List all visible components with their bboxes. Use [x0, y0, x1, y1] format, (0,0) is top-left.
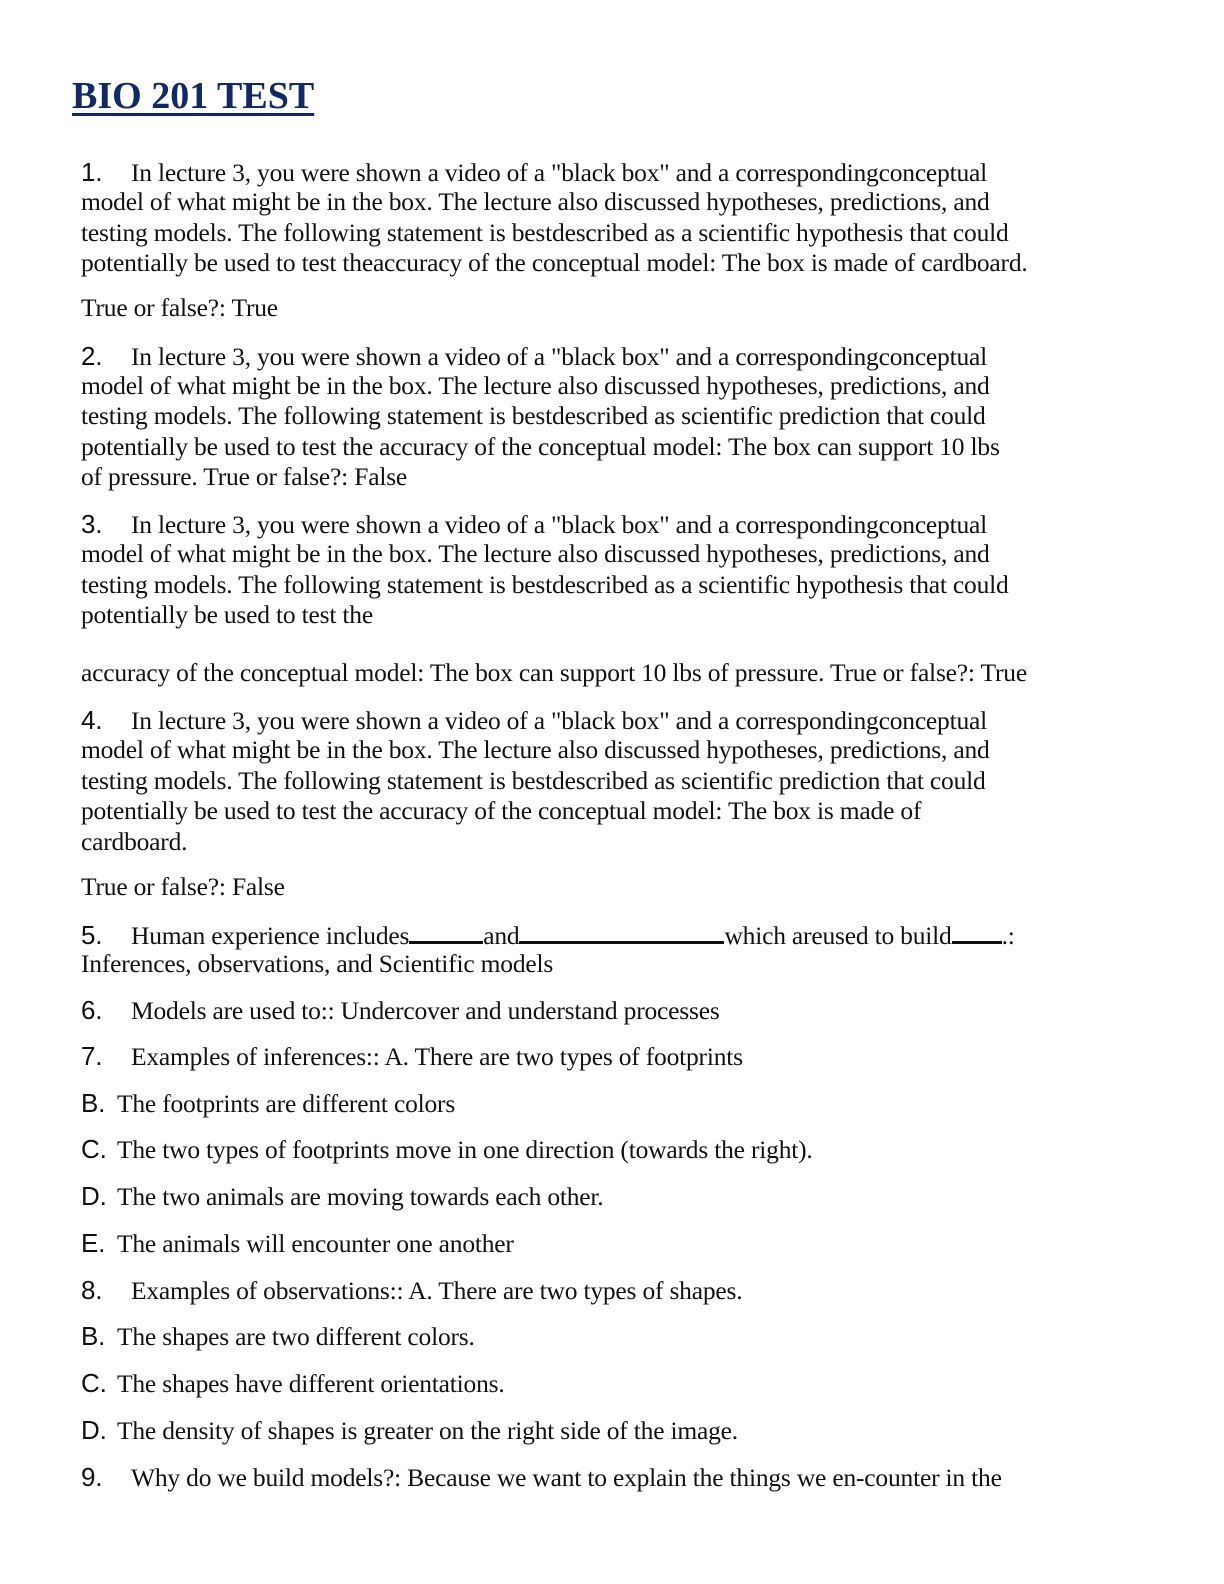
item-letter: D.	[81, 1415, 107, 1445]
question-number: 8.	[81, 1275, 103, 1305]
question-text: In lecture 3, you were shown a video of a "black box" and a correspondingconceptual	[131, 158, 988, 187]
question-text: In lecture 3, you were shown a video of a "black box" and a correspondingconceptual	[131, 706, 988, 735]
question-6	[81, 995, 720, 1026]
question-text: and	[483, 921, 520, 950]
question-text: testing models. The following statement is bestdescribed as scientific prediction that could	[81, 401, 986, 430]
question-text: testing models. The following statement is bestdescribed as a scientific hypothesis that could	[81, 570, 1009, 599]
list-item	[81, 1415, 738, 1446]
answer-text: accuracy of the conceptual model: The box can support 10 lbs of pressure. True or false?: True	[81, 658, 1027, 687]
fill-blank	[952, 919, 1002, 944]
question-text: potentially be used to test the	[81, 600, 373, 629]
question-text: Examples of inferences:: A. There are two types of footprints	[131, 1042, 743, 1071]
question-text: which areused to build	[724, 921, 952, 950]
question-number: 6.	[81, 995, 103, 1025]
item-text: The two animals are moving towards each other.	[117, 1182, 604, 1211]
question-text: In lecture 3, you were shown a video of a "black box" and a correspondingconceptual	[131, 342, 988, 371]
item-letter: E.	[81, 1228, 106, 1258]
item-letter: B.	[81, 1321, 106, 1351]
item-text: The two types of footprints move in one direction (towards the right).	[117, 1135, 813, 1164]
question-text: model of what might be in the box. The lecture also discussed hypotheses, predictions, and	[81, 735, 990, 764]
question-text: potentially be used to test the accuracy of the conceptual model: The box can support 10 lbs	[81, 432, 1000, 461]
question-number: 9.	[81, 1462, 103, 1492]
answer-text: True or false?: True	[81, 293, 278, 322]
question-text: Examples of observations:: A. There are two types of shapes.	[131, 1276, 743, 1305]
item-text: The animals will encounter one another	[117, 1229, 514, 1258]
answer-text: Inferences, observations, and Scientific models	[81, 949, 554, 978]
question-text: Models are used to:: Undercover and understand processes	[131, 996, 720, 1025]
question-text: testing models. The following statement is bestdescribed as scientific prediction that could	[81, 766, 986, 795]
item-text: The footprints are different colors	[117, 1089, 456, 1118]
list-item	[81, 1181, 603, 1212]
question-text: .:	[1001, 921, 1015, 950]
list-item	[81, 1321, 475, 1352]
question-text: potentially be used to test theaccuracy of the conceptual model: The box is made of cardboard.	[81, 248, 1028, 277]
item-letter: C.	[81, 1368, 107, 1398]
question-text: Why do we build models?: Because we want to explain the things we en-counter in the	[131, 1463, 1002, 1492]
question-number: 1.	[81, 157, 103, 187]
question-text: model of what might be in the box. The lecture also discussed hypotheses, predictions, and	[81, 539, 990, 568]
question-number: 7.	[81, 1041, 103, 1071]
question-number: 5.	[81, 920, 103, 950]
question-text: cardboard.	[81, 827, 188, 856]
list-item	[81, 1134, 813, 1165]
list-item	[81, 1368, 505, 1399]
item-text: The density of shapes is greater on the right side of the image.	[117, 1416, 738, 1445]
fill-blank	[409, 919, 483, 944]
question-text: testing models. The following statement is bestdescribed as a scientific hypothesis that could	[81, 218, 1009, 247]
question-text: model of what might be in the box. The lecture also discussed hypotheses, predictions, and	[81, 371, 990, 400]
item-text: The shapes are two different colors.	[117, 1322, 475, 1351]
question-text: potentially be used to test the accuracy of the conceptual model: The box is made of	[81, 796, 922, 825]
list-item	[81, 1088, 455, 1119]
item-letter: B.	[81, 1088, 106, 1118]
answer-text: True or false?: False	[81, 872, 285, 901]
question-number: 3.	[81, 509, 103, 539]
item-letter: C.	[81, 1134, 107, 1164]
question-text: Human experience includes	[131, 921, 410, 950]
item-text: The shapes have different orientations.	[117, 1369, 505, 1398]
page-title: BIO 201 TEST	[72, 75, 315, 117]
question-text: model of what might be in the box. The lecture also discussed hypotheses, predictions, and	[81, 187, 990, 216]
question-text: In lecture 3, you were shown a video of a "black box" and a correspondingconceptual	[131, 510, 988, 539]
item-letter: D.	[81, 1181, 107, 1211]
fill-blank	[519, 919, 724, 944]
question-9	[81, 1462, 1002, 1493]
question-number: 4.	[81, 705, 103, 735]
list-item	[81, 1228, 514, 1259]
question-number: 2.	[81, 341, 103, 371]
answer-text: of pressure. True or false?: False	[81, 462, 408, 491]
